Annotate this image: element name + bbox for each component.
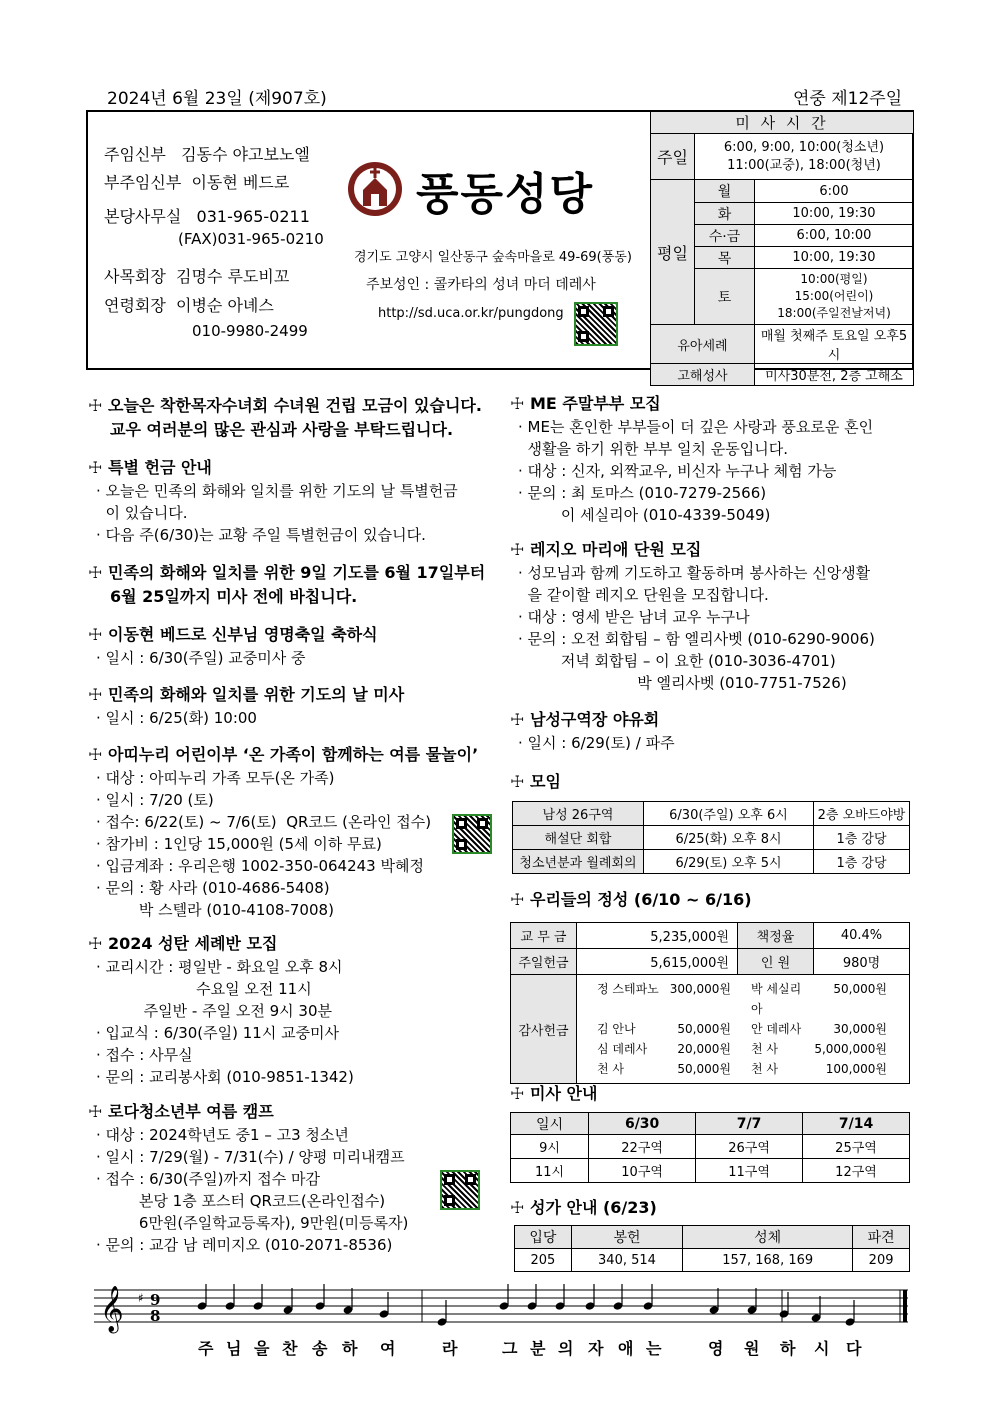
- thanks-cell: 천 사: [597, 1062, 624, 1076]
- hymn-lyrics: [90, 1336, 910, 1360]
- thanks-cell: 안 데레사: [751, 1022, 802, 1036]
- lyric-syllable: 영: [708, 1339, 724, 1358]
- cross-icon: ☩: [88, 396, 103, 415]
- thanks-cell: 300,000원: [669, 982, 731, 996]
- lyric-syllable: 분: [530, 1339, 546, 1358]
- lyric-syllable: 애: [618, 1339, 634, 1358]
- thanks-list: [577, 975, 910, 1084]
- liturgical-week: 연중 제12주일: [793, 89, 903, 109]
- hymn-table: 입당 봉헌 성체 파견 205 340, 514 157, 168, 169 209: [514, 1225, 910, 1272]
- mass-schedule-title: 미 사 시 간: [651, 112, 914, 134]
- day-tue: 화: [695, 203, 755, 225]
- notice-special-offering: ☩ 특별 헌금 안내 · 오늘은 민족의 화해와 일치를 위한 기도의 날 특별헌금 이 있습니다. · 다음 주(6/30)는 교황 주일 특별헌금이 있습니다.: [88, 458, 458, 544]
- thanks-cell: 100,000원: [825, 1062, 887, 1076]
- time-mon: 6:00: [755, 180, 914, 203]
- thanks-row: [597, 1059, 889, 1079]
- church-address: 경기도 고양시 일산동구 숲속마을로 49-69(풍동): [354, 250, 632, 265]
- notice-mens-outing: ☩ 남성구역장 야유회 · 일시 : 6/29(토) / 파주: [510, 710, 675, 752]
- notice-baptism-class: ☩ 2024 성탄 세례반 모집 · 교리시간 : 평일반 - 화요일 오후 8시 수요일 오전 11시 주일반 - 주일 오전 9시 30분 · 입교식 : 6/30(주일) 11시 교중미사 · 접수 : 사무실 · 문의 : 교리봉사회 (010-9851-1342): [88, 934, 354, 1086]
- mass-schedule-table: [650, 111, 914, 386]
- confession-label: 고해성사: [651, 364, 755, 386]
- cross-icon: ☩: [88, 934, 103, 953]
- staff-office: 본당사무실 031-965-0211: [104, 207, 310, 226]
- lyric-syllable: 의: [558, 1339, 574, 1358]
- lyric-syllable: 그: [502, 1339, 518, 1358]
- thanks-row: [597, 1019, 889, 1039]
- svg-text:♯: ♯: [138, 1291, 144, 1305]
- infant-baptism-label: 유아세례: [651, 325, 755, 364]
- cross-icon: ☩: [510, 540, 525, 559]
- thanks-cell: 천 사: [751, 1042, 778, 1056]
- weekday-label: 평일: [651, 180, 695, 325]
- thanks-cell: 5,000,000원: [814, 1042, 887, 1056]
- church-name: 풍동성당: [416, 169, 595, 220]
- lyric-syllable: 주: [198, 1339, 214, 1358]
- thanks-cell: 박 세실리아: [751, 982, 802, 1016]
- lyric-syllable: 하: [342, 1339, 358, 1358]
- cross-icon: ☩: [510, 710, 525, 729]
- notice-legion-of-mary: ☩ 레지오 마리애 단원 모집 · 성모님과 함께 기도하고 활동하며 봉사하는 신앙생활 을 같이할 레지오 단원을 모집합니다. · 대상 : 영세 받은 남녀 교우 누구나 · 문의 : 오전 회합팀 – 함 엘리사벳 (010-6290-9006) 저녁 회합팀 – 이 요한 (010-3036-4701) 박 엘리사벳 (010-7751-7526): [510, 540, 875, 692]
- thanks-cell: 30,000원: [833, 1022, 887, 1036]
- cross-icon: ☩: [88, 1102, 103, 1121]
- cross-icon: ☩: [88, 625, 103, 644]
- church-url[interactable]: http://sd.uca.or.kr/pungdong: [378, 306, 564, 321]
- thanks-cell: 50,000원: [677, 1062, 731, 1076]
- cross-icon: ☩: [88, 563, 103, 582]
- thanks-cell: 천 사: [751, 1062, 778, 1076]
- mass-guide-table: 일시 6/30 7/7 7/14 9시 22구역 26구역 25구역 11시 10구역 11구역 12구역: [510, 1112, 910, 1183]
- cross-icon: ☩: [88, 685, 103, 704]
- notice-feast-day: ☩ 이동현 베드로 신부님 영명축일 축하식 · 일시 : 6/30(주일) 교중미사 중: [88, 625, 378, 667]
- notice-children-water-play: ☩ 아띠누리 어린이부 ‘온 가족이 함께하는 여름 물놀이’ · 대상 : 아띠누리 가족 모두(온 가족) · 일시 : 7/20 (토) · 접수: 6/22(토) ~ 7/6(토) QR코드 (온라인 접수) · 참가비 : 1인당 15,000원 (5세 이하 무료) · 입금계좌 : 우리은행 1002-350-064243 박혜정 · 문의 : 황 사라 (010-4686-5408) 박 스텔라 (010-4108-7008): [88, 745, 479, 919]
- svg-text:𝄞: 𝄞: [100, 1286, 124, 1332]
- svg-text:9: 9: [150, 1291, 161, 1309]
- cross-icon: ☩: [88, 458, 103, 477]
- thanks-cell: 20,000원: [677, 1042, 731, 1056]
- cross-icon: ☩: [510, 1084, 525, 1103]
- day-wed-fri: 수·금: [695, 225, 755, 247]
- header-box: [86, 110, 914, 384]
- mass-guide-heading: ☩ 미사 안내: [510, 1082, 597, 1106]
- thanks-cell: 심 데레사: [597, 1042, 648, 1056]
- staff-phone: 010-9980-2499: [192, 322, 308, 340]
- lyric-syllable: 님: [226, 1339, 242, 1358]
- issue-date: 2024년 6월 23일 (제907호): [107, 89, 327, 109]
- thanks-cell: 김 안나: [597, 1022, 636, 1036]
- staff-pastor: 주임신부 김동수 야고보노엘: [104, 145, 310, 164]
- day-mon: 월: [695, 180, 755, 203]
- lyric-syllable: 하: [780, 1339, 796, 1358]
- lyric-syllable: 원: [744, 1339, 760, 1358]
- cross-icon: ☩: [510, 890, 525, 909]
- offering-table: 교 무 금 5,235,000원 책정율 40.4% 주일헌금 5,615,000원 인 원 980명 감사헌금 정 스테파노 300,000원 박 세실리아 50,000원 김 안나 50,000원 안 데레사 30,000원 심 데레사 20,000원 천 사 5,000,000원 천 사 50,000원 천 사 100,000원: [510, 922, 910, 1084]
- offering-heading: ☩ 우리들의 정성 (6/10 ~ 6/16): [510, 888, 752, 912]
- thanks-row: [597, 979, 889, 1019]
- lyric-syllable: 라: [442, 1339, 458, 1358]
- qr-code-icon[interactable]: [452, 814, 492, 854]
- svg-text:8: 8: [150, 1307, 161, 1325]
- staff-fax: (FAX)031-965-0210: [178, 230, 324, 248]
- time-wed-fri: 6:00, 10:00: [755, 225, 914, 247]
- cross-icon: ☩: [510, 394, 525, 413]
- lyric-syllable: 자: [588, 1339, 604, 1358]
- time-tue: 10:00, 19:30: [755, 203, 914, 225]
- lyric-syllable: 찬: [282, 1339, 298, 1358]
- music-staff-icon: [92, 1280, 912, 1336]
- patron-saint: 주보성인 : 콜카타의 성녀 마더 데레사: [366, 277, 596, 293]
- cross-icon: ☩: [510, 772, 525, 791]
- staff-council: 사목회장 김명수 루도비꼬: [104, 267, 290, 286]
- qr-code-icon[interactable]: [574, 302, 618, 346]
- thanks-cell: 정 스테파노: [597, 982, 659, 996]
- notice-reconciliation-mass: ☩ 민족의 화해와 일치를 위한 기도의 날 미사 · 일시 : 6/25(화) 10:00: [88, 685, 405, 727]
- cross-icon: ☩: [88, 745, 103, 764]
- notice-fundraising: ☩ 오늘은 착한목자수녀회 수녀원 건립 모금이 있습니다. 교우 여러분의 많은 관심과 사랑을 부탁드립니다.: [88, 396, 482, 439]
- infant-baptism-text: 매월 첫째주 토요일 오후5시: [755, 325, 914, 364]
- cross-icon: ☩: [510, 1198, 525, 1217]
- staff-memorial: 연령회장 이병순 아녜스: [104, 296, 274, 315]
- time-thu: 10:00, 19:30: [755, 247, 914, 269]
- staff-assistant: 부주임신부 이동현 베드로: [104, 173, 290, 192]
- lyric-syllable: 는: [646, 1339, 662, 1358]
- qr-code-icon[interactable]: [440, 1170, 480, 1210]
- day-thu: 목: [695, 247, 755, 269]
- confession-text: 미사30분전, 2층 고해소: [755, 364, 914, 386]
- church-logo-icon: [346, 160, 404, 218]
- thanks-cell: 50,000원: [833, 982, 887, 996]
- lyric-syllable: 을: [254, 1339, 270, 1358]
- time-sat: 10:00(평일) 15:00(어린이) 18:00(주일전날저녁): [755, 269, 914, 325]
- notice-youth-camp: ☩ 로다청소년부 여름 캠프 · 대상 : 2024학년도 중1 – 고3 청소년 · 일시 : 7/29(월) - 7/31(수) / 양평 미리내캠프 · 접수 : 6/30(주일)까지 접수 마감 본당 1층 포스터 QR코드(온라인접수) 6만원(주일학교등록자), 9만원(미등록자) · 문의 : 교감 남 레미지오 (010-2071-8536): [88, 1102, 409, 1254]
- thanks-cell: 50,000원: [677, 1022, 731, 1036]
- lyric-syllable: 시: [814, 1339, 830, 1358]
- thanks-row: [597, 1039, 889, 1059]
- lyric-syllable: 송: [312, 1339, 328, 1358]
- lyric-syllable: 여: [380, 1339, 396, 1358]
- notice-nine-day-prayer: ☩ 민족의 화해와 일치를 위한 9일 기도를 6월 17일부터 6월 25일까지 미사 전에 바칩니다.: [88, 563, 486, 606]
- sunday-label: 주일: [651, 134, 695, 180]
- meetings-heading: ☩ 모임: [510, 770, 561, 794]
- meetings-table: 남성 26구역 6/30(주일) 오후 6시 2층 오바드야방 해설단 회합 6/25(화) 오후 8시 1층 강당 청소년분과 월례회의 6/29(토) 오후 5시 1층 강당: [512, 801, 910, 874]
- hymn-heading: ☩ 성가 안내 (6/23): [510, 1196, 657, 1220]
- notice-marriage-encounter: ☩ ME 주말부부 모집 · ME는 혼인한 부부들이 더 깊은 사랑과 풍요로운 혼인 생활을 하기 위한 부부 일치 운동입니다. · 대상 : 신자, 외짝교우, 비신자 누구나 체험 가능 · 문의 : 최 토마스 (010-7279-2566) 이 세실리아 (010-4339-5049): [510, 394, 874, 524]
- day-sat: 토: [695, 269, 755, 325]
- sunday-times: 6:00, 9:00, 10:00(청소년) 11:00(교중), 18:00(청년): [695, 134, 914, 180]
- lyric-syllable: 다: [846, 1339, 862, 1358]
